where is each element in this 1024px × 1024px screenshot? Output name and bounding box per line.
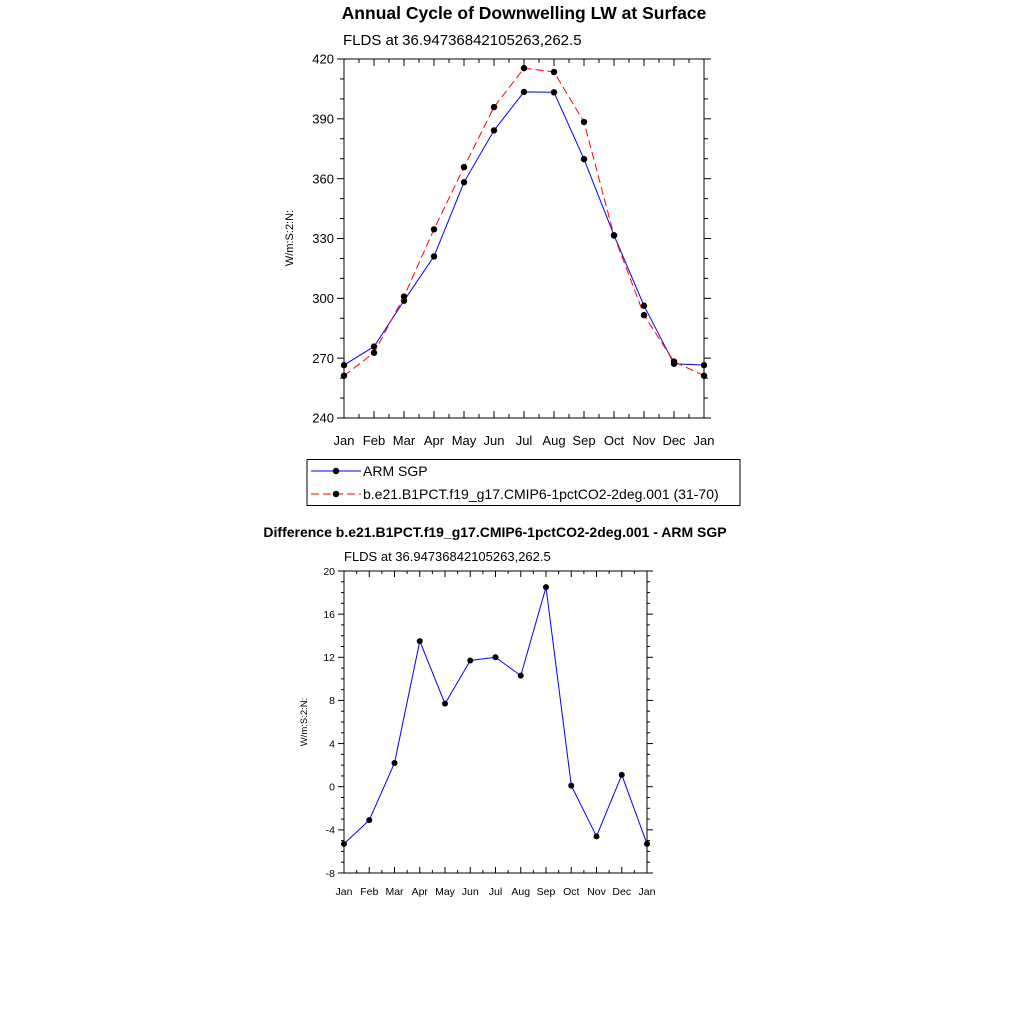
top-chart-y-axis-label: W/m:S:2:N: bbox=[284, 209, 296, 267]
data-point-s0-7 bbox=[518, 673, 524, 679]
data-point-s1-0 bbox=[341, 373, 347, 379]
top-chart-legend bbox=[307, 460, 740, 506]
plot-frame bbox=[344, 571, 647, 873]
plot-frame bbox=[344, 59, 704, 418]
x-tick-label: Jan bbox=[333, 433, 355, 448]
data-point-s1-6 bbox=[521, 65, 527, 71]
y-tick-label: 360 bbox=[312, 171, 334, 187]
x-tick-label: Jul bbox=[515, 433, 533, 448]
data-point-s0-11 bbox=[619, 772, 625, 778]
data-point-s0-5 bbox=[491, 127, 497, 133]
y-tick-label: 390 bbox=[312, 111, 334, 127]
bottom-chart-plot-area bbox=[323, 566, 655, 898]
y-tick-label: 16 bbox=[323, 608, 335, 621]
data-point-s1-9 bbox=[611, 232, 617, 238]
x-tick-label: Dec bbox=[662, 433, 686, 448]
legend-label-model: b.e21.B1PCT.f19_g17.CMIP6-1pctCO2-2deg.001 (31-70) bbox=[363, 486, 719, 502]
x-tick-label: Mar bbox=[385, 886, 404, 898]
y-tick-label: 270 bbox=[312, 350, 334, 366]
x-tick-label: Jul bbox=[488, 886, 503, 898]
data-point-s0-9 bbox=[568, 783, 574, 789]
data-point-s0-3 bbox=[431, 253, 437, 259]
data-point-s0-0 bbox=[341, 362, 347, 368]
data-point-s0-8 bbox=[581, 156, 587, 162]
data-point-s0-10 bbox=[594, 833, 600, 839]
x-tick-label: Jun bbox=[483, 433, 505, 448]
data-point-s0-7 bbox=[551, 89, 557, 95]
data-point-s1-7 bbox=[551, 69, 557, 75]
data-point-s0-4 bbox=[442, 701, 448, 707]
x-tick-label: Feb bbox=[362, 433, 386, 448]
legend-marker-arm-sgp bbox=[333, 468, 339, 474]
x-tick-label: Apr bbox=[423, 433, 445, 448]
data-point-s0-2 bbox=[392, 760, 398, 766]
x-tick-label: Mar bbox=[392, 433, 416, 448]
data-point-s1-3 bbox=[431, 226, 437, 232]
x-tick-label: Jan bbox=[335, 886, 353, 898]
x-tick-label: Jun bbox=[461, 886, 479, 898]
bottom-chart-title: Difference b.e21.B1PCT.f19_g17.CMIP6-1pctCO2-2deg.001 - ARM SGP bbox=[263, 524, 727, 540]
legend-marker-model bbox=[333, 491, 339, 497]
x-tick-label: Aug bbox=[511, 886, 531, 898]
data-point-s0-12 bbox=[644, 841, 650, 847]
data-point-s1-8 bbox=[581, 119, 587, 125]
data-point-s1-2 bbox=[401, 293, 407, 299]
data-point-s0-3 bbox=[417, 638, 423, 644]
y-tick-label: 8 bbox=[329, 695, 335, 708]
data-point-s1-4 bbox=[461, 164, 467, 170]
x-tick-label: May bbox=[435, 886, 455, 898]
top-chart-plot-area bbox=[312, 52, 714, 448]
y-tick-label: 240 bbox=[312, 410, 334, 426]
x-tick-label: Sep bbox=[572, 433, 596, 448]
data-point-s1-10 bbox=[641, 312, 647, 318]
y-tick-label: 12 bbox=[323, 652, 335, 665]
data-point-s1-12 bbox=[701, 373, 707, 379]
y-tick-label: 0 bbox=[329, 781, 335, 794]
x-tick-label: Jan bbox=[693, 433, 715, 448]
y-tick-label: 420 bbox=[312, 51, 334, 67]
series-line-0 bbox=[344, 587, 647, 844]
y-tick-label: 300 bbox=[312, 291, 334, 307]
series-line-1 bbox=[344, 68, 704, 376]
bottom-chart-y-axis-label: W/m:S:2:N: bbox=[299, 697, 310, 747]
x-tick-label: Oct bbox=[563, 886, 580, 898]
data-point-s1-1 bbox=[371, 350, 377, 356]
x-tick-label: Aug bbox=[542, 433, 566, 448]
x-tick-label: Jan bbox=[638, 886, 656, 898]
y-tick-label: 20 bbox=[323, 565, 335, 578]
data-point-s1-5 bbox=[491, 104, 497, 110]
data-point-s0-6 bbox=[521, 89, 527, 95]
x-tick-label: Nov bbox=[632, 433, 656, 448]
y-tick-label: -4 bbox=[325, 824, 335, 837]
data-point-s1-11 bbox=[671, 358, 677, 364]
x-tick-label: Sep bbox=[536, 886, 556, 898]
data-point-s0-4 bbox=[461, 179, 467, 185]
legend-label-arm-sgp: ARM SGP bbox=[363, 463, 428, 479]
data-point-s0-6 bbox=[493, 654, 499, 660]
x-tick-label: May bbox=[451, 433, 477, 448]
x-tick-label: Nov bbox=[587, 886, 606, 898]
data-point-s0-5 bbox=[467, 658, 473, 664]
x-tick-label: Feb bbox=[360, 886, 379, 898]
bottom-chart-subtitle: FLDS at 36.94736842105263,262.5 bbox=[344, 549, 551, 564]
top-chart-title: Annual Cycle of Downwelling LW at Surface bbox=[341, 3, 707, 23]
y-tick-label: -8 bbox=[325, 867, 335, 880]
data-point-s0-12 bbox=[701, 362, 707, 368]
x-tick-label: Dec bbox=[612, 886, 632, 898]
data-point-s0-8 bbox=[543, 584, 549, 590]
data-point-s0-1 bbox=[366, 817, 372, 823]
data-point-s0-0 bbox=[341, 841, 347, 847]
y-tick-label: 330 bbox=[312, 231, 334, 247]
x-tick-label: Apr bbox=[411, 886, 428, 898]
y-tick-label: 4 bbox=[329, 738, 335, 751]
x-tick-label: Oct bbox=[603, 433, 625, 448]
top-chart-subtitle: FLDS at 36.94736842105263,262.5 bbox=[343, 32, 582, 49]
